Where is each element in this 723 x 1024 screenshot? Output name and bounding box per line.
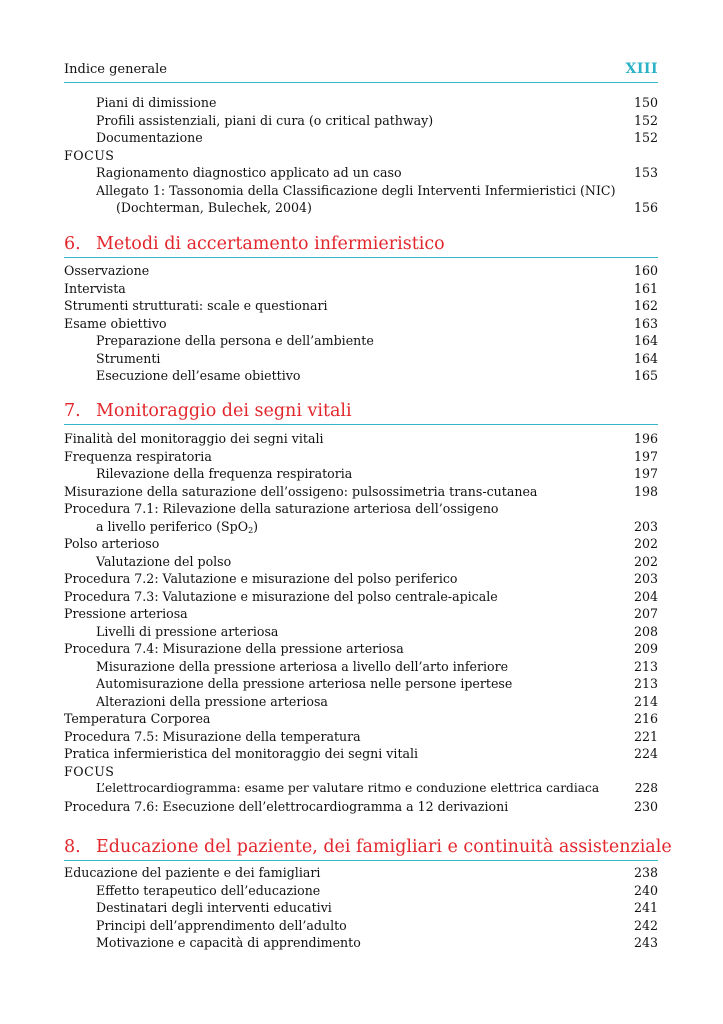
toc-entry[interactable]: Esecuzione dell’esame obiettivo 165 [96, 368, 658, 383]
chapter-7-entries [64, 430, 658, 815]
toc-entry[interactable]: Educazione del paziente e dei famigliari 238 [64, 865, 658, 880]
toc-entry[interactable]: Principi dell’apprendimento dell’adulto 242 [96, 917, 658, 933]
focus-label: FOCUS [64, 763, 115, 779]
toc-entry[interactable]: (Dochterman, Bulechek, 2004) 156 [116, 200, 658, 215]
toc-entry[interactable]: Preparazione della persona e dell’ambiente 164 [96, 333, 658, 348]
toc-entry[interactable]: Osservazione 160 [64, 263, 658, 278]
focus-label: FOCUS [64, 147, 115, 163]
toc-entry[interactable]: Motivazione e capacità di apprendimento 243 [96, 935, 658, 950]
toc-entry[interactable]: Temperatura Corporea 216 [64, 711, 658, 726]
toc-block-continued [64, 94, 658, 217]
toc-entry[interactable]: Esame obiettivo 163 [64, 315, 658, 331]
toc-entry[interactable]: Pratica infermieristica del monitoraggio dei segni vitali 224 [64, 746, 658, 761]
chapter-heading-7[interactable] [64, 398, 658, 425]
toc-entry[interactable]: Procedura 7.4: Misurazione della pressione arteriosa 209 [64, 641, 658, 656]
toc-entry[interactable]: Rilevazione della frequenza respiratoria 197 [96, 466, 658, 481]
toc-entry[interactable]: Allegato 1: Tassonomia della Classificazione degli Interventi Infermieristici (NIC) [96, 182, 616, 198]
chapter-title: Educazione del paziente, dei famigliari e continuità assistenziale [96, 837, 672, 857]
toc-entry[interactable]: Livelli di pressione arteriosa 208 [96, 623, 658, 639]
toc-entry[interactable]: Polso arterioso 202 [64, 536, 658, 551]
toc-entry[interactable]: Procedura 7.3: Valutazione e misurazione del polso centrale-apicale 204 [64, 588, 658, 604]
toc-entry[interactable]: Pressione arteriosa 207 [64, 606, 658, 621]
toc-entry[interactable]: Misurazione della pressione arteriosa a livello dell’arto inferiore 213 [96, 658, 658, 674]
toc-entry[interactable]: L’elettrocardiogramma: esame per valutare ritmo e conduzione elettrica cardiaca 228 [96, 781, 658, 795]
toc-entry[interactable]: Ragionamento diagnostico applicato ad un caso 153 [96, 165, 658, 180]
running-head-title: Indice generale [64, 62, 167, 77]
toc-entry[interactable]: Piani di dimissione 150 [96, 95, 658, 110]
toc-entry[interactable]: Effetto terapeutico dell’educazione 240 [96, 882, 658, 898]
chapter-6-entries [64, 262, 658, 385]
toc-entry[interactable]: Frequenza respiratoria 197 [64, 448, 658, 464]
toc-entry[interactable]: Valutazione del polso 202 [96, 553, 658, 569]
toc-entry[interactable]: Profili assistenziali, piani di cura (o critical pathway) 152 [96, 112, 658, 128]
chapter-8-entries [64, 864, 658, 952]
chapter-title: Metodi di accertamento infermieristico [96, 234, 445, 254]
chapter-heading-8[interactable] [64, 834, 672, 861]
toc-entry[interactable]: Procedura 7.6: Esecuzione dell’elettrocardiogramma a 12 derivazioni 230 [64, 798, 658, 814]
toc-entry[interactable]: Strumenti strutturati: scale e questionari 162 [64, 298, 658, 313]
running-head [64, 60, 658, 83]
toc-entry[interactable]: Procedura 7.1: Rilevazione della saturazione arteriosa dell’ossigeno [64, 501, 499, 516]
toc-entry[interactable]: Intervista 161 [64, 280, 658, 296]
chapter-number: 8. [64, 837, 81, 857]
chapter-heading-6[interactable] [64, 231, 658, 258]
toc-entry[interactable]: Documentazione 152 [96, 130, 658, 145]
toc-entry[interactable]: a livello periferico (SpO$_2$) 203 [96, 518, 658, 535]
running-head-page-number: XIII [625, 61, 658, 77]
toc-entry[interactable]: Misurazione della saturazione dell’ossigeno: pulsossimetria trans-cutanea 198 [64, 483, 658, 499]
toc-entry[interactable]: Automisurazione della pressione arteriosa nelle persone ipertese 213 [96, 676, 658, 691]
toc-entry[interactable]: Finalità del monitoraggio dei segni vitali 196 [64, 431, 658, 446]
toc-entry[interactable]: Procedura 7.5: Misurazione della temperatura 221 [64, 728, 658, 744]
toc-entry[interactable]: Procedura 7.2: Valutazione e misurazione del polso periferico 203 [64, 571, 658, 586]
toc-entry[interactable]: Destinatari degli interventi educativi 241 [96, 900, 658, 915]
toc-entry[interactable]: Strumenti 164 [96, 350, 658, 366]
chapter-number: 7. [64, 401, 81, 421]
chapter-title: Monitoraggio dei segni vitali [96, 401, 352, 421]
chapter-number: 6. [64, 234, 81, 254]
toc-entry[interactable]: Alterazioni della pressione arteriosa 214 [96, 693, 658, 709]
